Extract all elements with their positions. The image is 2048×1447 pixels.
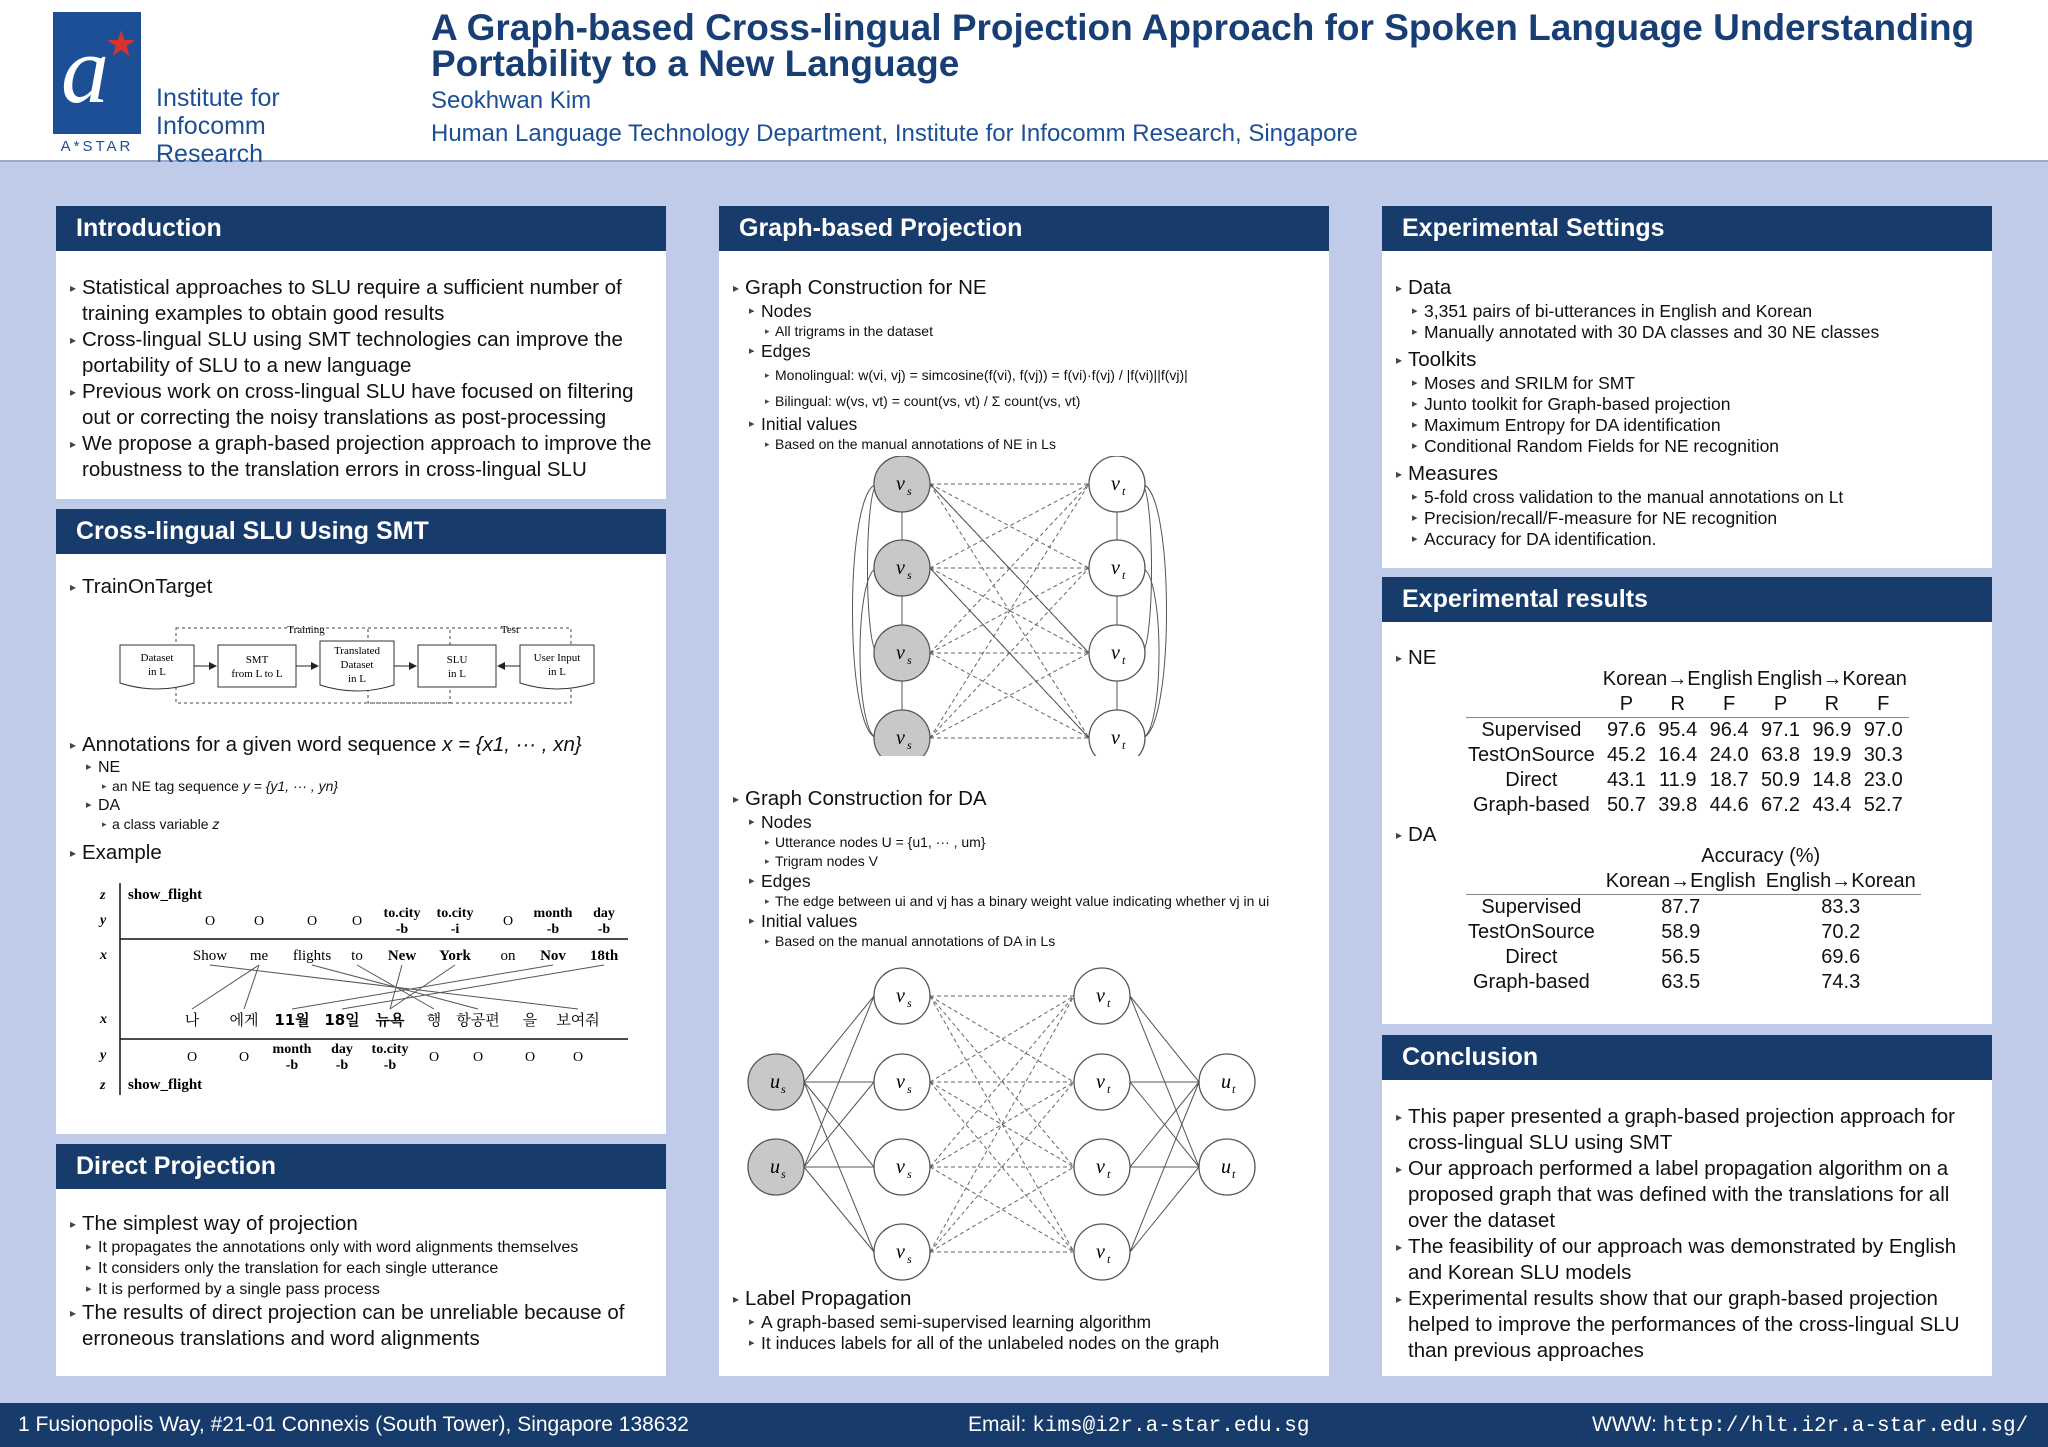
xs-item: me xyxy=(249,948,269,964)
ko-en-header: Korean→English xyxy=(1602,668,1753,690)
institute-logo xyxy=(53,12,373,168)
initial-values-label: ▸ Initial values xyxy=(761,414,1323,435)
da-graph-heading: ▸ Graph Construction for DA xyxy=(745,786,1329,812)
conclusion-bullet: ▸ This paper presented a graph-based projection approach for cross-lingual SLU using SMT xyxy=(1408,1104,1982,1156)
xt-words xyxy=(185,1011,600,1029)
ne-sub: ▸ an NE tag sequence y = {y1, ··· , yn} xyxy=(112,777,666,796)
alignment-link xyxy=(192,965,259,1009)
svg-text:v: v xyxy=(896,1071,905,1093)
svg-text:u: u xyxy=(770,1071,780,1093)
train-on-target-label: ▸ TrainOnTarget xyxy=(82,574,666,600)
poster-title: A Graph-based Cross-lingual Projection Approach for Spoken Language Understanding Portability to a New Language xyxy=(431,7,1975,84)
ne-graph-heading: ▸ Graph Construction for NE xyxy=(745,275,1323,301)
xs-item: on xyxy=(500,948,516,964)
svg-text:t: t xyxy=(1122,484,1126,498)
ne-results-table: Korean→English English→Korean P R F P R F Supervised 97.6 95.4 96.4 97.1 96.9 97.0 TestOnSource 45.2 16.4 24.0 63.8 19.9 30.3 Direct 43.1 11.9 18.7 50.9 14.8 23.0 Graph-based 50.7 39.8 44.6 67.2 43.4 52.7 xyxy=(1468,668,1907,816)
yt-item: O xyxy=(472,1050,484,1065)
introduction-title: Introduction xyxy=(56,206,666,251)
svg-text:v: v xyxy=(1111,557,1120,579)
ys-tags xyxy=(205,906,615,937)
xt-item: 에게 xyxy=(229,1011,259,1029)
result-value: 23.0 xyxy=(1863,769,1903,791)
utterance-edge xyxy=(1130,1167,1199,1252)
xs-item: to xyxy=(351,948,363,964)
zt-label: z xyxy=(100,1078,106,1093)
ne-nodes-sub: ▸ All trigrams in the dataset xyxy=(775,322,1323,341)
ys-label: y xyxy=(100,913,107,928)
data-sub: ▸ 3,351 pairs of bi-utterances in English and Korean xyxy=(1424,301,1986,322)
measures-heading: ▸ Measures xyxy=(1408,461,1986,487)
svg-text:t: t xyxy=(1107,1252,1111,1266)
poster-footer xyxy=(0,1403,2048,1447)
svg-text:t: t xyxy=(1122,653,1126,667)
xs-item: York xyxy=(439,948,471,964)
trigram-node-s xyxy=(874,1139,930,1195)
result-value: 83.3 xyxy=(1821,896,1861,918)
result-value: 87.7 xyxy=(1661,896,1701,918)
svg-text:s: s xyxy=(907,484,912,498)
results-row xyxy=(1466,743,1909,768)
bilingual-edge xyxy=(930,484,1089,568)
result-value: 11.9 xyxy=(1659,769,1697,791)
trigram-node-t xyxy=(1074,968,1130,1024)
zs-value: show_flight xyxy=(128,887,203,903)
measure-sub: ▸ Precision/recall/F-measure for NE recognition xyxy=(1424,508,1986,529)
smt-box xyxy=(218,645,296,687)
da-graph-diagram xyxy=(739,962,1299,1282)
trigram-node-t xyxy=(1074,1054,1130,1110)
result-value: 95.4 xyxy=(1658,719,1698,741)
svg-text:s: s xyxy=(907,568,912,582)
logo-line-1: Institute for xyxy=(156,84,280,112)
method-name: Direct xyxy=(1505,769,1558,791)
result-value: 67.2 xyxy=(1761,794,1800,816)
utterance-node-t xyxy=(1199,1054,1255,1110)
svg-text:t: t xyxy=(1122,738,1126,752)
svg-text:s: s xyxy=(781,1167,786,1181)
result-value: 50.9 xyxy=(1761,769,1800,791)
svg-text:t: t xyxy=(1232,1167,1236,1181)
svg-text:v: v xyxy=(1111,642,1120,664)
utterance-edge xyxy=(804,996,874,1082)
trigram-node-t xyxy=(1089,456,1145,512)
training-label: Training xyxy=(287,624,325,636)
ys-item: -b xyxy=(597,922,611,937)
xt-item: 18일 xyxy=(324,1011,360,1029)
svg-text:SLU: SLU xyxy=(446,654,468,666)
svg-text:t: t xyxy=(1232,1082,1236,1096)
svg-text:v: v xyxy=(896,557,905,579)
ys-item: day xyxy=(593,906,615,921)
cross-lingual-panel xyxy=(56,509,666,1134)
da-label: ▸ DA xyxy=(98,796,666,815)
svg-text:s: s xyxy=(907,1082,912,1096)
trigram-node-s xyxy=(874,456,930,512)
results-row xyxy=(1466,768,1909,793)
utterance-node-s xyxy=(748,1139,804,1195)
introduction-panel xyxy=(56,206,666,499)
svg-text:SMT: SMT xyxy=(245,654,269,666)
monolingual-formula: ▸ Monolingual: w(vi, vj) = simcosine(f(vi), f(vj)) = f(vi)·f(vj) / |f(vi)||f(vj)| xyxy=(775,362,1323,388)
example-label: ▸ Example xyxy=(82,840,666,866)
footer-address: 1 Fusionopolis Way, #21-01 Connexis (South Tower), Singapore 138632 xyxy=(18,1413,689,1436)
result-value: 44.6 xyxy=(1709,794,1749,816)
yt-item: -b xyxy=(285,1058,299,1073)
svg-text:in L: in L xyxy=(347,673,367,685)
svg-text:Dataset: Dataset xyxy=(140,652,174,664)
svg-text:u: u xyxy=(1221,1156,1231,1178)
ys-item: month xyxy=(533,906,573,921)
xt-label: x xyxy=(100,1012,107,1027)
svg-text:s: s xyxy=(907,1252,912,1266)
nodes-label: ▸ Nodes xyxy=(761,301,1323,322)
ys-item: O xyxy=(306,914,318,929)
result-value: 43.4 xyxy=(1812,794,1852,816)
conclusion-bullet: ▸ Experimental results show that our graph-based projection helped to improve the performances of the cross-lingual SLU than previous approaches xyxy=(1408,1286,1982,1364)
yt-tags xyxy=(187,1042,583,1073)
annotations-bullet: ▸ Annotations for a given word sequence x = {x1, ··· , xn} xyxy=(82,732,666,758)
ne-results-heading: ▸ NE xyxy=(1408,645,1436,671)
xt-item: 뉴욕 xyxy=(375,1011,405,1029)
poster-header xyxy=(0,0,2048,168)
train-on-target-flow-diagram xyxy=(116,617,636,717)
trigram-node-s xyxy=(874,968,930,1024)
logo-mark: a ★ xyxy=(53,12,141,134)
intro-bullet: ▸ Statistical approaches to SLU require a sufficient number of training examples to obtain good results xyxy=(82,275,652,327)
ys-item: -b xyxy=(395,922,409,937)
trigram-node-t xyxy=(1074,1224,1130,1280)
method-name: Graph-based xyxy=(1472,794,1590,816)
method-name: TestOnSource xyxy=(1468,744,1595,766)
svg-text:v: v xyxy=(1111,473,1120,495)
cross-lingual-title: Cross-lingual SLU Using SMT xyxy=(56,509,666,554)
result-value: 18.7 xyxy=(1709,769,1749,791)
xt-item: 11월 xyxy=(274,1011,310,1029)
svg-text:in L: in L xyxy=(447,668,467,680)
result-value: 96.4 xyxy=(1709,719,1749,741)
edges-label: ▸ Edges xyxy=(761,341,1323,362)
experimental-results-panel xyxy=(1382,577,1992,1024)
yt-item: month xyxy=(272,1042,312,1057)
trigram-node-s xyxy=(874,1224,930,1280)
word-alignment-links xyxy=(192,965,604,1009)
svg-text:v: v xyxy=(1096,1071,1105,1093)
trigram-node-s xyxy=(874,1054,930,1110)
result-value: 96.9 xyxy=(1812,719,1852,741)
results-row xyxy=(1466,970,1921,995)
direct-sub: ▸ It propagates the annotations only with word alignments themselves xyxy=(98,1237,652,1258)
alignment-link xyxy=(342,965,604,1009)
method-name: Graph-based xyxy=(1472,971,1590,993)
result-value: 52.7 xyxy=(1863,794,1903,816)
initial-values-label: ▸ Initial values xyxy=(761,911,1329,932)
da-nodes-sub: ▸ Utterance nodes U = {u1, ··· , um} xyxy=(775,833,1329,852)
result-value: 69.6 xyxy=(1821,946,1861,968)
data-heading: ▸ Data xyxy=(1408,275,1986,301)
svg-text:v: v xyxy=(896,642,905,664)
test-label: Test xyxy=(500,624,520,636)
result-value: 63.5 xyxy=(1661,971,1701,993)
result-value: 43.1 xyxy=(1606,769,1646,791)
yt-item: O xyxy=(186,1050,198,1065)
da-init-sub: ▸ Based on the manual annotations of DA in Ls xyxy=(775,932,1329,951)
xs-item: Show xyxy=(192,948,228,964)
author-name: Seokhwan Kim xyxy=(431,87,592,114)
yt-item: O xyxy=(238,1050,250,1065)
svg-text:s: s xyxy=(781,1082,786,1096)
website-link[interactable]: http://hlt.i2r.a-star.edu.sg/ xyxy=(1662,1415,2029,1438)
xs-item: New xyxy=(387,948,417,964)
xs-label: x xyxy=(100,948,107,963)
method-name: Supervised xyxy=(1481,719,1582,741)
author-affiliation: Human Language Technology Department, Institute for Infocomm Research, Singapore xyxy=(431,120,1358,147)
result-value: 39.8 xyxy=(1658,794,1698,816)
ne-label: ▸ NE xyxy=(98,758,666,777)
example-alignment-figure xyxy=(94,881,634,1121)
trigram-node-s xyxy=(874,540,930,596)
result-value: 24.0 xyxy=(1709,744,1749,766)
conclusion-panel xyxy=(1382,1035,1992,1376)
bilingual-edge xyxy=(930,484,1089,568)
result-value: 19.9 xyxy=(1812,744,1852,766)
method-name: Supervised xyxy=(1481,896,1582,918)
ne-graph-diagram xyxy=(839,456,1179,756)
alignment-link xyxy=(244,965,259,1009)
yt-item: O xyxy=(572,1050,584,1065)
da-nodes-sub: ▸ Trigram nodes V xyxy=(775,852,1329,871)
graph-projection-panel xyxy=(719,206,1329,1376)
svg-text:Translated: Translated xyxy=(333,645,381,657)
xs-item: 18th xyxy=(589,948,619,964)
result-value: 45.2 xyxy=(1606,744,1646,766)
xs-words xyxy=(193,948,619,964)
utterance-node-s xyxy=(748,1054,804,1110)
intro-bullet: ▸ Cross-lingual SLU using SMT technologies can improve the portability of SLU to a new language xyxy=(82,327,652,379)
svg-text:t: t xyxy=(1107,1167,1111,1181)
en-ko-header: English→Korean xyxy=(1756,668,1907,690)
yt-item: to.city xyxy=(371,1042,409,1057)
svg-text:v: v xyxy=(1096,1241,1105,1263)
result-value: 97.0 xyxy=(1863,719,1903,741)
trigram-node-t xyxy=(1089,540,1145,596)
results-row xyxy=(1466,920,1921,945)
logo-org: A*STAR xyxy=(60,138,134,155)
svg-text:v: v xyxy=(896,473,905,495)
footer-email: Email: kims@i2r.a-star.edu.sg xyxy=(968,1413,1310,1438)
nodes-label: ▸ Nodes xyxy=(761,812,1329,833)
result-value: 97.6 xyxy=(1606,719,1646,741)
settings-title: Experimental Settings xyxy=(1382,206,1992,251)
data-sub: ▸ Manually annotated with 30 DA classes and 30 NE classes xyxy=(1424,322,1986,343)
trigram-node-t xyxy=(1074,1139,1130,1195)
result-value: 50.7 xyxy=(1606,794,1646,816)
xt-item: 행 xyxy=(426,1011,442,1029)
result-value: 74.3 xyxy=(1821,971,1861,993)
ys-item: O xyxy=(204,914,216,929)
trigram-node-s xyxy=(874,710,930,756)
da-sub: ▸ a class variable z xyxy=(112,815,666,834)
svg-text:v: v xyxy=(1096,985,1105,1007)
xt-item: 을 xyxy=(522,1011,538,1029)
ys-item: O xyxy=(351,914,363,929)
da-edges-sub: ▸ The edge between ui and vj has a binary weight value indicating whether vj in ui xyxy=(775,892,1329,911)
yt-item: -b xyxy=(335,1058,349,1073)
svg-text:v: v xyxy=(896,985,905,1007)
da-results-table: Accuracy (%) Korean→English English→Korean Supervised 87.7 83.3 TestOnSource 58.9 70.2 Direct 56.5 69.6 Graph-based 63.5 74.3 xyxy=(1466,844,1921,995)
results-row xyxy=(1466,718,1909,744)
word-sequence-math: x = {x1, ··· , xn} xyxy=(442,733,582,756)
svg-text:v: v xyxy=(896,1241,905,1263)
edges-label: ▸ Edges xyxy=(761,871,1329,892)
svg-text:v: v xyxy=(896,1156,905,1178)
intro-bullet: ▸ Previous work on cross-lingual SLU have focused on filtering out or correcting the noisy translations as post-processing xyxy=(82,379,652,431)
conclusion-bullet: ▸ The feasibility of our approach was demonstrated by English and Korean SLU models xyxy=(1408,1234,1982,1286)
results-row xyxy=(1466,895,1921,921)
svg-text:u: u xyxy=(1221,1071,1231,1093)
lp-sub: ▸ It induces labels for all of the unlabeled nodes on the graph xyxy=(761,1333,1329,1354)
utterance-edge xyxy=(804,1167,874,1252)
svg-text:u: u xyxy=(770,1156,780,1178)
slu-box xyxy=(418,645,496,687)
xt-item: 나 xyxy=(184,1011,200,1029)
intro-bullet: ▸ We propose a graph-based projection approach to improve the robustness to the translation errors in cross-lingual SLU xyxy=(82,431,652,483)
accuracy-header: Accuracy (%) xyxy=(1701,845,1821,867)
yt-item: -b xyxy=(383,1058,397,1073)
svg-text:from L to L: from L to L xyxy=(231,668,283,680)
result-value: 30.3 xyxy=(1863,744,1903,766)
utterance-node-t xyxy=(1199,1139,1255,1195)
yt-label: y xyxy=(100,1048,107,1063)
result-value: 56.5 xyxy=(1661,946,1701,968)
ys-item: -i xyxy=(450,922,460,937)
svg-text:v: v xyxy=(1096,1156,1105,1178)
conclusion-title: Conclusion xyxy=(1382,1035,1992,1080)
yt-item: O xyxy=(524,1050,536,1065)
toolkit-sub: ▸ Conditional Random Fields for NE recognition xyxy=(1424,436,1986,457)
conclusion-bullet: ▸ Our approach performed a label propagation algorithm on a proposed graph that was defined with the translations for all over the dataset xyxy=(1408,1156,1982,1234)
yt-item: O xyxy=(428,1050,440,1065)
svg-text:v: v xyxy=(896,727,905,749)
result-value: 63.8 xyxy=(1761,744,1800,766)
results-title: Experimental results xyxy=(1382,577,1992,622)
toolkit-sub: ▸ Moses and SRILM for SMT xyxy=(1424,373,1986,394)
bilingual-edge xyxy=(930,653,1089,738)
method-name: TestOnSource xyxy=(1468,921,1595,943)
direct-bullet: ▸ The simplest way of projection xyxy=(82,1211,652,1237)
svg-text:s: s xyxy=(907,738,912,752)
measure-sub: ▸ Accuracy for DA identification. xyxy=(1424,529,1986,550)
ne-init-sub: ▸ Based on the manual annotations of NE in Ls xyxy=(775,435,1323,454)
result-value: 14.8 xyxy=(1812,769,1852,791)
email-link[interactable]: kims@i2r.a-star.edu.sg xyxy=(1032,1415,1310,1438)
zt-value: show_flight xyxy=(128,1077,203,1093)
toolkits-heading: ▸ Toolkits xyxy=(1408,347,1986,373)
trigram-node-t xyxy=(1089,625,1145,681)
results-row xyxy=(1466,793,1909,818)
svg-text:in L: in L xyxy=(547,666,567,678)
ys-item: O xyxy=(253,914,265,929)
xs-item: flights xyxy=(292,948,332,964)
svg-text:v: v xyxy=(1111,727,1120,749)
svg-text:s: s xyxy=(907,653,912,667)
svg-text:in L: in L xyxy=(147,666,167,678)
toolkit-sub: ▸ Junto toolkit for Graph-based projection xyxy=(1424,394,1986,415)
svg-text:t: t xyxy=(1107,1082,1111,1096)
bilingual-formula: ▸ Bilingual: w(vs, vt) = count(vs, vt) / Σ count(vs, vt) xyxy=(775,388,1323,414)
result-value: 16.4 xyxy=(1658,744,1698,766)
result-value: 70.2 xyxy=(1821,921,1861,943)
graph-projection-title: Graph-based Projection xyxy=(719,206,1329,251)
trigram-node-s xyxy=(874,625,930,681)
direct-sub: ▸ It is performed by a single pass process xyxy=(98,1279,652,1300)
results-row xyxy=(1466,945,1921,970)
svg-text:User Input: User Input xyxy=(533,652,581,664)
direct-projection-title: Direct Projection xyxy=(56,1144,666,1189)
experimental-settings-panel xyxy=(1382,206,1992,568)
utterance-edge xyxy=(1130,996,1199,1082)
logo-line-2: Infocomm Research xyxy=(156,112,266,168)
ys-item: O xyxy=(502,914,514,929)
direct-sub: ▸ It considers only the translation for each single utterance xyxy=(98,1258,652,1279)
xt-item: 항공편 xyxy=(456,1011,500,1029)
direct-bullet: ▸ The results of direct projection can be unreliable because of erroneous translations and word alignments xyxy=(82,1300,652,1352)
xt-item: 보여줘 xyxy=(556,1011,600,1029)
measure-sub: ▸ 5-fold cross validation to the manual annotations on Lt xyxy=(1424,487,1986,508)
bilingual-edge xyxy=(930,653,1089,738)
svg-text:s: s xyxy=(907,996,912,1010)
ys-item: to.city xyxy=(383,906,421,921)
svg-text:t: t xyxy=(1107,996,1111,1010)
monolingual-edge xyxy=(853,484,879,738)
direct-projection-panel xyxy=(56,1144,666,1376)
monolingual-edge xyxy=(1141,484,1167,738)
toolkit-sub: ▸ Maximum Entropy for DA identification xyxy=(1424,415,1986,436)
label-propagation-heading: ▸ Label Propagation xyxy=(745,1286,1329,1312)
result-value: 97.1 xyxy=(1761,719,1800,741)
da-results-heading: ▸ DA xyxy=(1408,822,1436,848)
ys-item: -b xyxy=(546,922,560,937)
svg-text:Dataset: Dataset xyxy=(340,659,374,671)
zs-label: z xyxy=(100,888,106,903)
method-name: Direct xyxy=(1505,946,1558,968)
result-value: 58.9 xyxy=(1661,921,1701,943)
lp-sub: ▸ A graph-based semi-supervised learning algorithm xyxy=(761,1312,1329,1333)
footer-www: WWW: http://hlt.i2r.a-star.edu.sg/ xyxy=(1592,1413,2029,1438)
trigram-node-t xyxy=(1089,710,1145,756)
svg-text:s: s xyxy=(907,1167,912,1181)
ys-item: to.city xyxy=(436,906,474,921)
yt-item: day xyxy=(331,1042,353,1057)
xs-item: Nov xyxy=(540,948,566,964)
svg-text:t: t xyxy=(1122,568,1126,582)
